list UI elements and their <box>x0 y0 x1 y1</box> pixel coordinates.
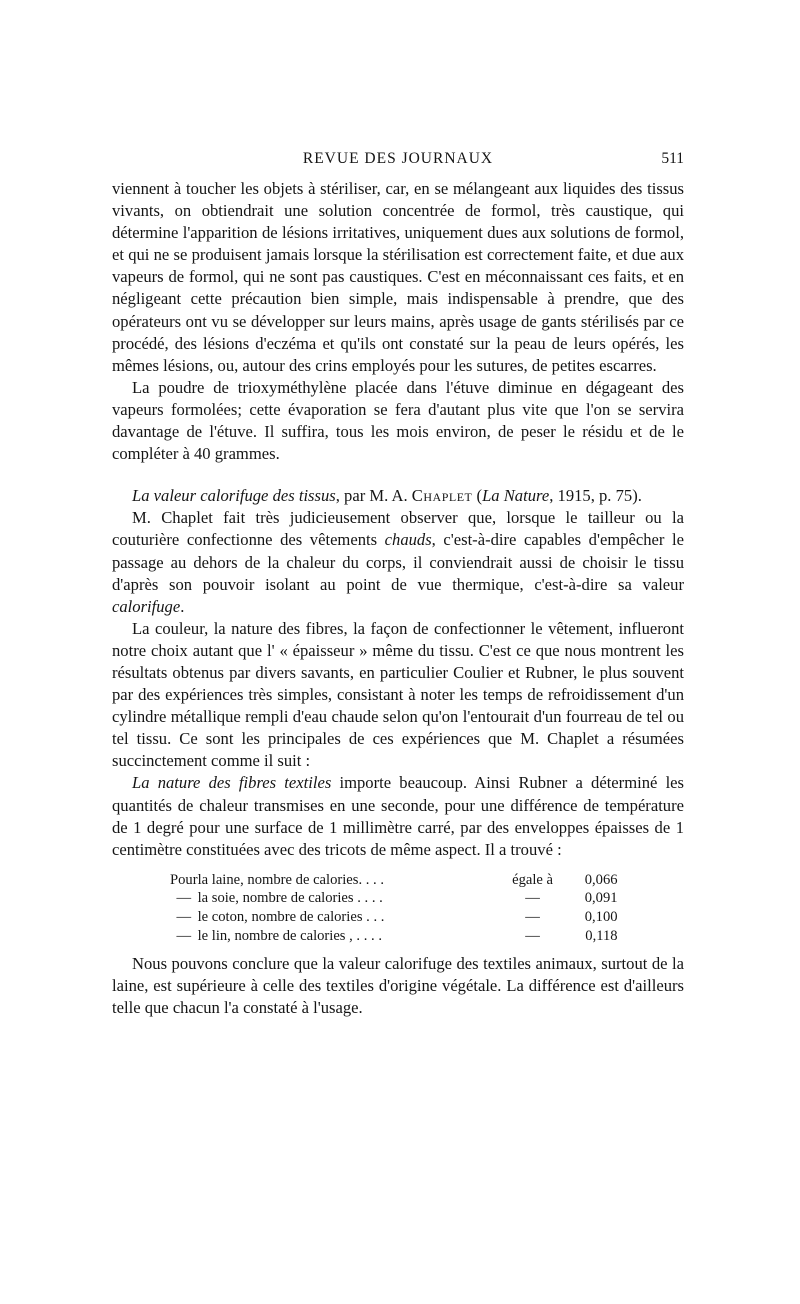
row-prefix: — <box>176 909 192 925</box>
running-header <box>112 150 684 174</box>
table-row <box>170 908 618 927</box>
citation-journal: La Nature <box>482 486 550 506</box>
table-row <box>170 871 618 890</box>
paragraph-chaplet-text-b: , c'est-à-dire capables d'empêcher le passage au dehors de la chaleur du corps, il conviendrait aussi de choisir le tissu d'après son pouvoir isolant au point de vue thermique, c'est-à-dire sa valeur <box>112 530 684 594</box>
row-description: la soie, nombre de calories . . . . <box>197 890 383 907</box>
emphasis-calorifuge: calorifuge <box>112 596 181 616</box>
row-value: 0,118 <box>585 927 618 944</box>
paragraph-couleur: La couleur, la nature des fibres, la façon de confectionner le vêtement, influeront notre choix autant que l' « épaisseur » même du tissu. C'est ce que nous montrent les résultats obtenus par divers savants, en particulier Coulier et Rubner, le plus souvent par des expériences très simples, consistant à noter les temps de refroidissement d'un cylindre métallique rempli d'eau chaude selon qu'on l'entourait d'un fourreau de tel ou tel tissu. Ce sont les principales de ces expériences que M. Chaplet a résumées succinctement comme il suit : <box>112 618 684 771</box>
citation-open: ( <box>472 486 483 506</box>
row-description: la laine, nombre de calories. . . . <box>197 871 384 888</box>
row-value: 0,091 <box>584 890 618 907</box>
emphasis-chauds: chauds <box>384 530 432 550</box>
paragraph-conclusion: Nous pouvons conclure que la valeur calorifuge des textiles animaux, surtout de la laine, est supérieure à celle des textiles d'origine végétale. La différence est d'ailleurs telle que chacun l'a constaté à l'usage. <box>112 954 684 1018</box>
article-citation <box>112 485 684 507</box>
table-row <box>170 889 618 908</box>
row-equals: — <box>525 927 540 944</box>
paragraph-formol-continuation: viennent à toucher les objets à stériliser, car, en se mélangeant aux liquides des tissus vivants, on obtiendrait une solution concentrée de formol, très caustique, qui détermine l'apparition de lésions irritatives, uniquement dues aux solutions de formol, et qui ne se produisent jamais lorsque la stérilisation est correctement faite, et due aux vapeurs de formol, qui ne sont pas caustiques. C'est en méconnaissant ces faits, et en négligeant cette précaution bien simple, mais indispensable à prendre, que des opérateurs ont vu se développer sur leurs mains, après usage de gants stérilisés par ce procédé, des lésions d'eczéma et qu'ils ont constaté sur la peau de leurs opérés, les mêmes lésions, ou, autour des crins employés pour les sutures, de petites escarres. <box>112 179 684 375</box>
row-description: le coton, nombre de calories . . . <box>197 909 385 925</box>
citation-par: , par M. A. <box>335 486 412 506</box>
article-title: La valeur calorifuge des tissus <box>132 486 336 506</box>
row-prefix: Pour <box>170 871 198 888</box>
page-body <box>112 178 684 1019</box>
row-prefix: — <box>176 927 192 944</box>
paragraph-nature-fibres <box>112 772 684 860</box>
paragraph-nature-fibres-text: importe beaucoup. Ainsi Rubner a déterminé les quantités de chaleur transmises en une seconde, pour une différence de température de 1 degré pour une surface de 1 millimètre carré, par des enveloppes épaisses de 1 centimètre constituées avec des tricots de même aspect. Il a trouvé : <box>112 773 684 859</box>
row-description: le lin, nombre de calories , . . . . <box>197 927 382 944</box>
paragraph-chaplet <box>112 507 684 617</box>
row-value: 0,066 <box>584 871 618 888</box>
row-value: 0,100 <box>584 909 618 925</box>
row-equals: — <box>525 909 540 925</box>
page-number: 511 <box>661 150 684 167</box>
row-equals: égale à <box>512 871 554 888</box>
calories-table <box>170 871 618 945</box>
paragraph-chaplet-text-c: . <box>180 596 185 616</box>
row-prefix: — <box>176 890 192 907</box>
table-row <box>170 927 618 946</box>
emphasis-nature-fibres: La nature des fibres textiles <box>132 773 332 793</box>
paragraph-trioxymethylene: La poudre de trioxyméthylène placée dans l'étuve diminue en dégageant des vapeurs formolées; cette évaporation se fera d'autant plus vite que l'on se servira davantage de l'étuve. Il suffira, tous les mois environ, de peser le résidu et de le compléter à 40 grammes. <box>112 377 684 464</box>
citation-author: Chaplet <box>411 486 473 506</box>
paragraph-chaplet-text-a: M. Chaplet fait très judicieusement observer que, lorsque le tailleur ou la couturière confectionne des vêtements <box>112 508 684 550</box>
citation-rest: , 1915, p. 75). <box>549 486 642 506</box>
header-title: REVUE DES JOURNAUX <box>302 150 494 167</box>
section-gap <box>112 465 684 485</box>
row-equals: — <box>525 890 540 907</box>
